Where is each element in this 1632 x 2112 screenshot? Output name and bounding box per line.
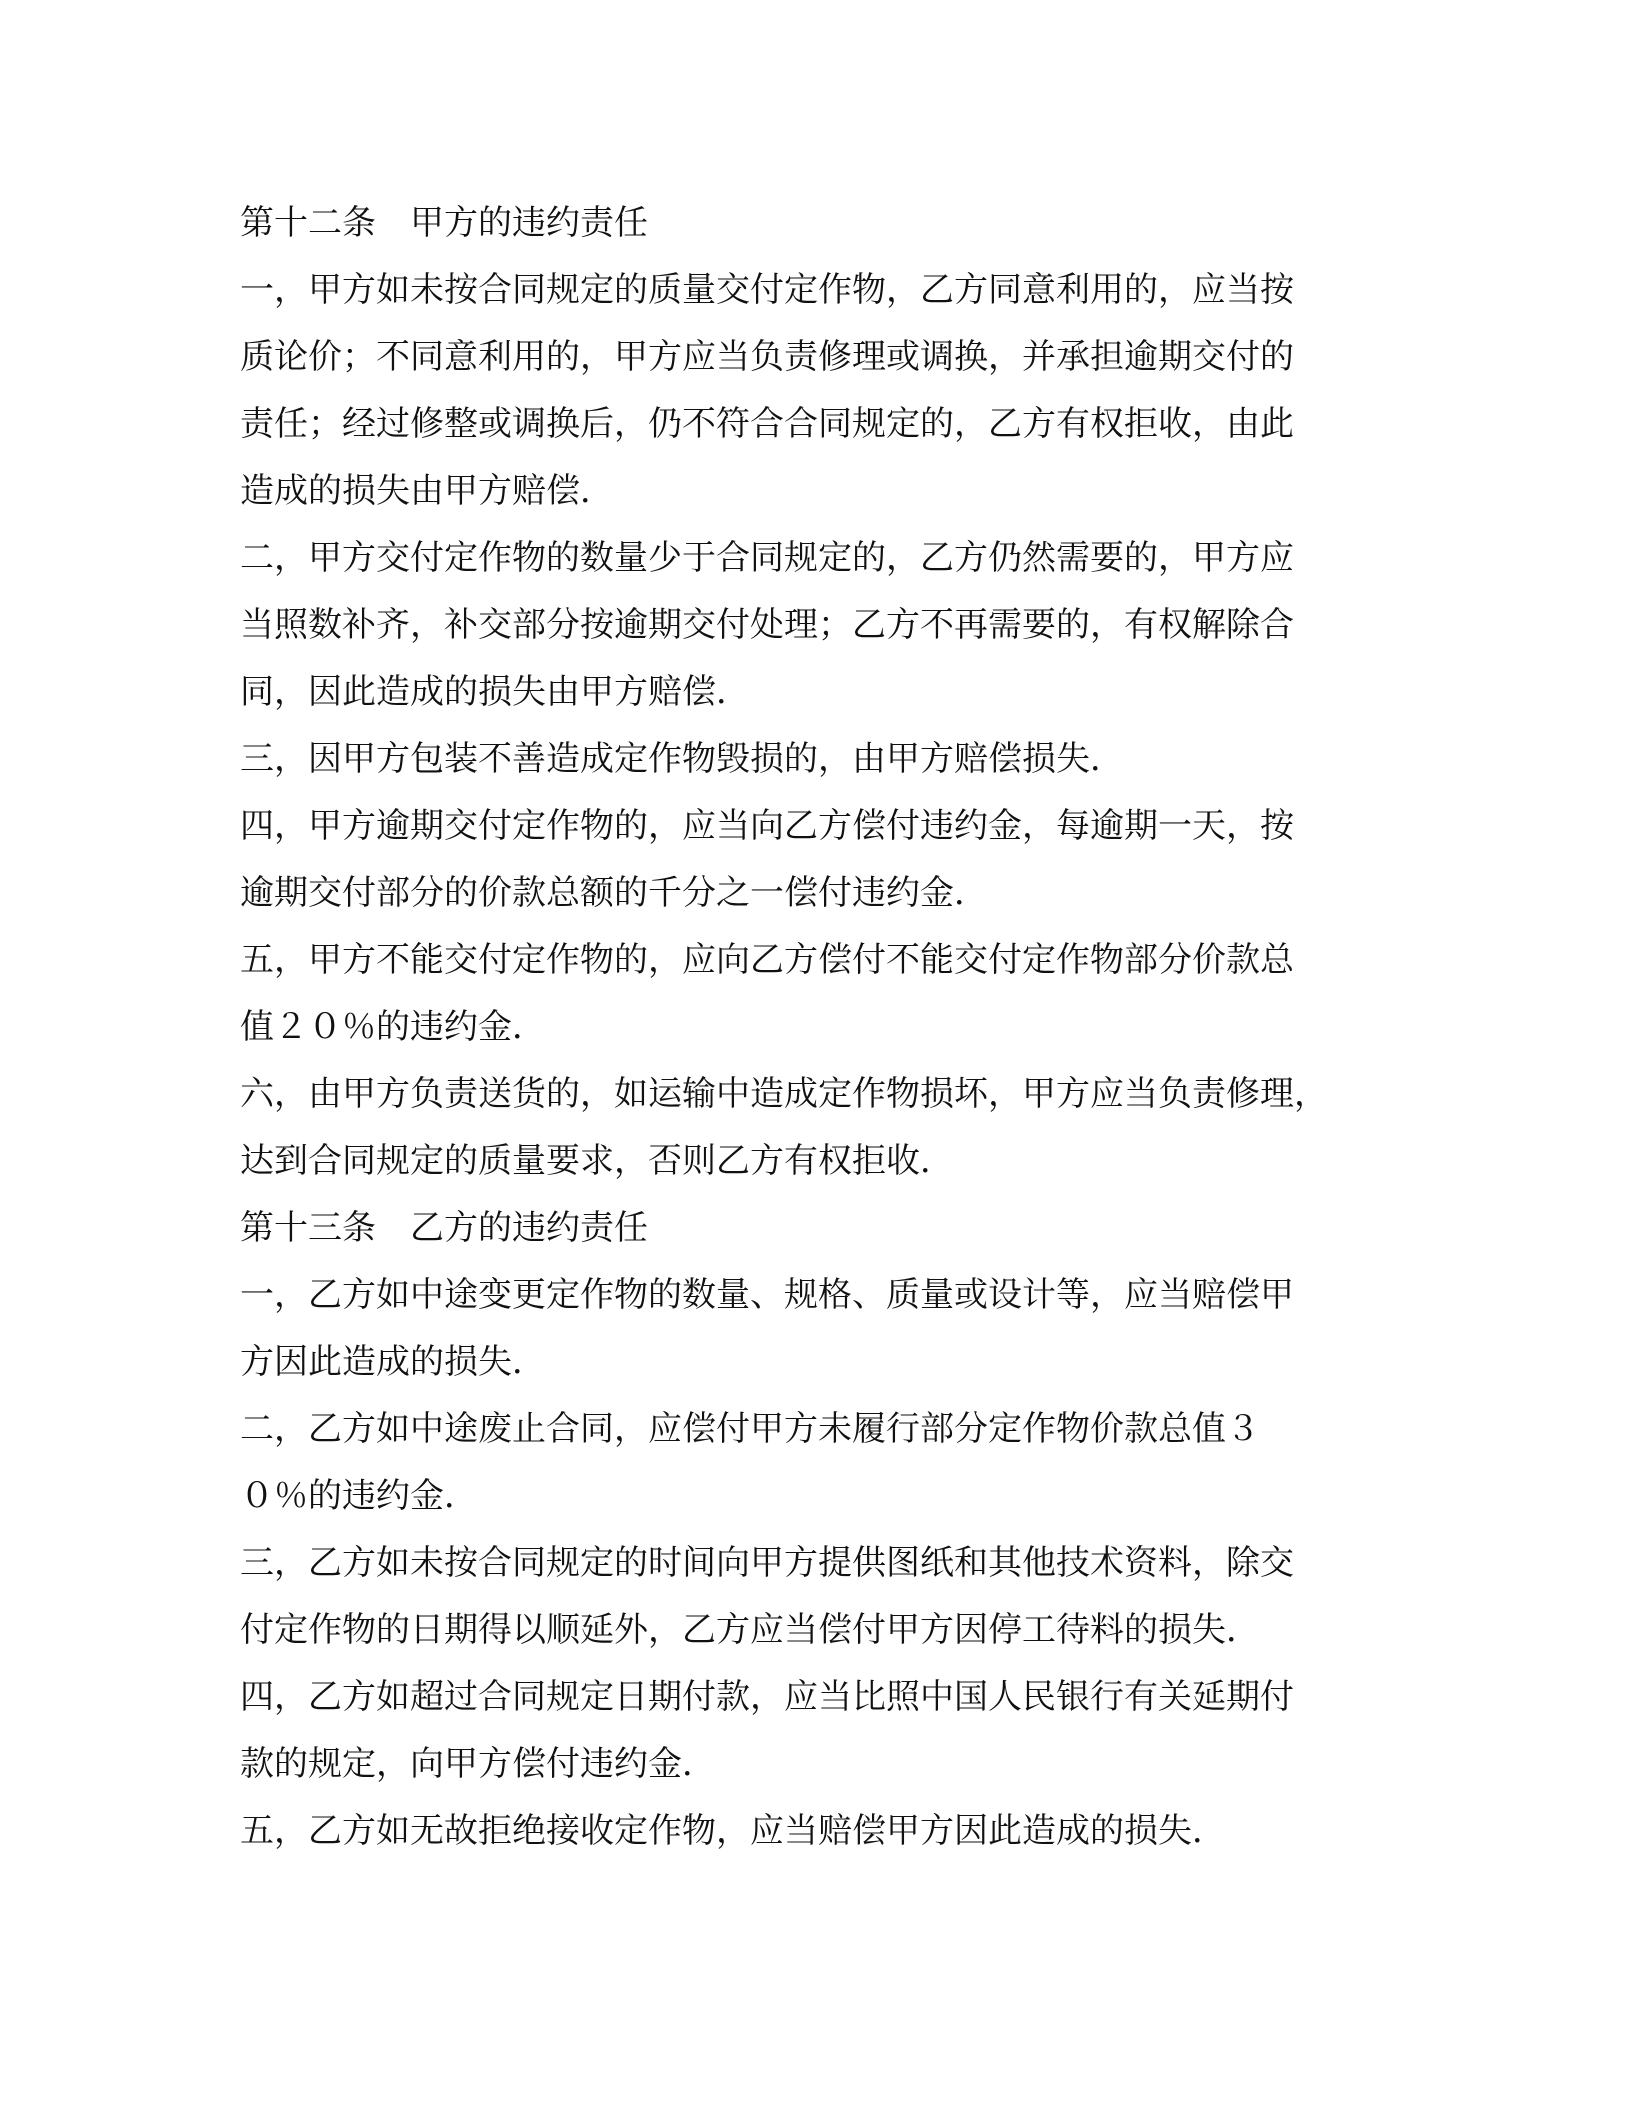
text-line: 造成的损失由甲方赔偿． xyxy=(240,471,614,511)
text-line: 三，因甲方包装不善造成定作物毁损的，由甲方赔偿损失． xyxy=(240,739,1124,779)
document-body xyxy=(240,190,1390,1865)
text-line: 五，甲方不能交付定作物的，应向乙方偿付不能交付定作物部分价款总 xyxy=(240,940,1294,980)
article-13-heading: 第十三条 乙方的违约责任 xyxy=(240,1208,648,1248)
text-line: 一，乙方如中途变更定作物的数量、规格、质量或设计等，应当赔偿甲 xyxy=(240,1275,1294,1315)
text-line: 二，乙方如中途废止合同，应偿付甲方未履行部分定作物价款总值３ xyxy=(240,1409,1260,1449)
text-line: 责任；经过修整或调换后，仍不符合合同规定的，乙方有权拒收，由此 xyxy=(240,404,1294,444)
text-line: 方因此造成的损失． xyxy=(240,1342,546,1382)
text-line: 达到合同规定的质量要求，否则乙方有权拒收． xyxy=(240,1141,954,1181)
text-line: 质论价；不同意利用的，甲方应当负责修理或调换，并承担逾期交付的 xyxy=(240,337,1294,377)
text-line: 二，甲方交付定作物的数量少于合同规定的，乙方仍然需要的，甲方应 xyxy=(240,538,1294,578)
text-line: ０％的违约金． xyxy=(240,1476,478,1516)
text-line: 款的规定，向甲方偿付违约金． xyxy=(240,1744,716,1784)
text-line: 三，乙方如未按合同规定的时间向甲方提供图纸和其他技术资料，除交 xyxy=(240,1543,1294,1583)
text-line: 一，甲方如未按合同规定的质量交付定作物，乙方同意利用的，应当按 xyxy=(240,270,1294,310)
text-line: 逾期交付部分的价款总额的千分之一偿付违约金． xyxy=(240,873,988,913)
text-line: 值２０％的违约金． xyxy=(240,1007,546,1047)
text-line: 五，乙方如无故拒绝接收定作物，应当赔偿甲方因此造成的损失． xyxy=(240,1811,1226,1851)
text-line: 同，因此造成的损失由甲方赔偿． xyxy=(240,672,750,712)
text-line: 付定作物的日期得以顺延外，乙方应当偿付甲方因停工待料的损失． xyxy=(240,1610,1260,1650)
text-line: 四，乙方如超过合同规定日期付款，应当比照中国人民银行有关延期付 xyxy=(240,1677,1294,1717)
article-12-heading: 第十二条 甲方的违约责任 xyxy=(240,203,648,243)
text-line: 四，甲方逾期交付定作物的，应当向乙方偿付违约金，每逾期一天，按 xyxy=(240,806,1294,846)
text-line: 六，由甲方负责送货的，如运输中造成定作物损坏，甲方应当负责修理， xyxy=(240,1074,1328,1114)
text-line: 当照数补齐，补交部分按逾期交付处理；乙方不再需要的，有权解除合 xyxy=(240,605,1294,645)
